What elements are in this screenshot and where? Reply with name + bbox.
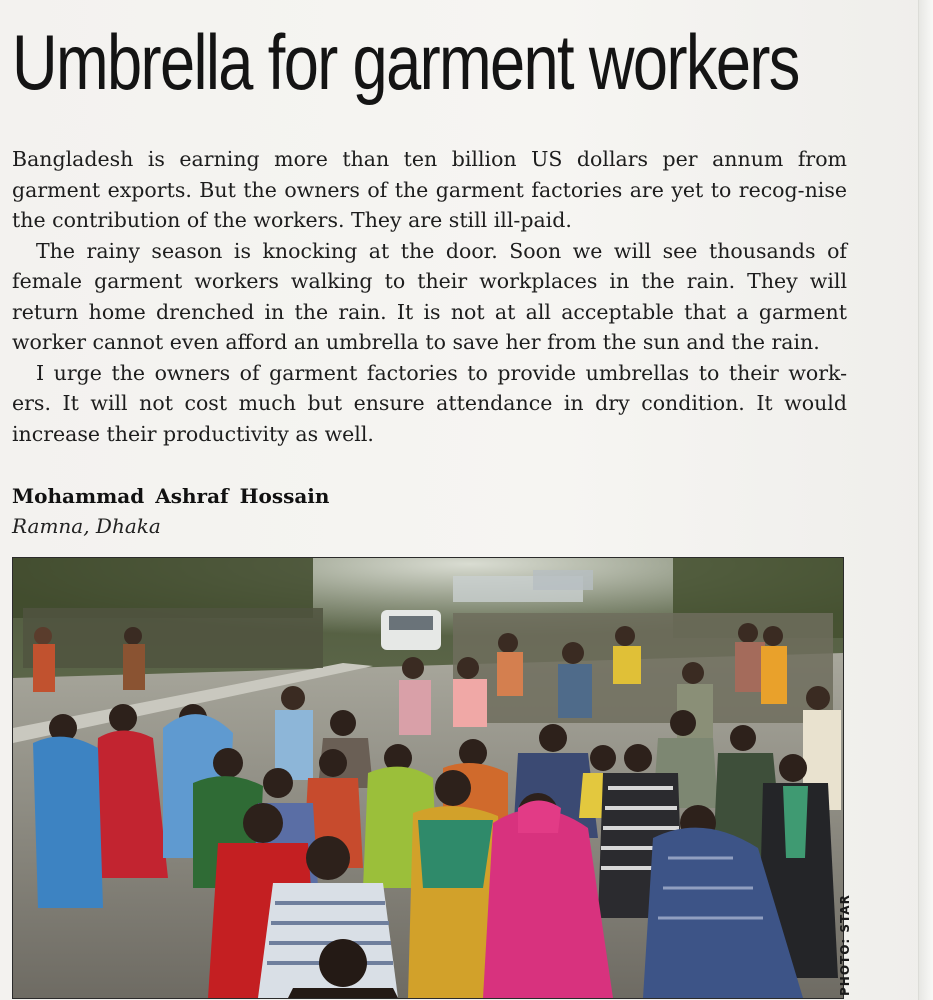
news-photo-garment-workers bbox=[12, 557, 844, 999]
page-edge bbox=[918, 0, 933, 1000]
headline: Umbrella for garment workers bbox=[12, 18, 799, 106]
paragraph-1: Bangladesh is earning more than ten billion US dollars per annum from garment exports. But the owners of the garment factories are yet to recog-nise the contribution of the workers. They are still ill-paid. bbox=[12, 147, 847, 232]
paragraph-3: I urge the owners of garment factories to provide umbrellas to their work-ers. It will not cost much but ensure attendance in dry condition. It would increase their productivity as well. bbox=[12, 360, 847, 446]
letter-body bbox=[12, 144, 847, 449]
photo-credit-text: PHOTO: STAR bbox=[838, 894, 852, 996]
author-name: Mohammad Ashraf Hossain bbox=[12, 484, 330, 508]
paragraph-2: The rainy season is knocking at the door. Soon we will see thousands of female garment workers walking to their workplaces in the rain. They will return home drenched in the rain. It is not at all acceptable that a garment worker cannot even afford an umbrella to save her from the sun and the rain. bbox=[12, 238, 847, 354]
author-location: Ramna, Dhaka bbox=[12, 514, 161, 538]
crowd-illustration bbox=[13, 558, 843, 998]
